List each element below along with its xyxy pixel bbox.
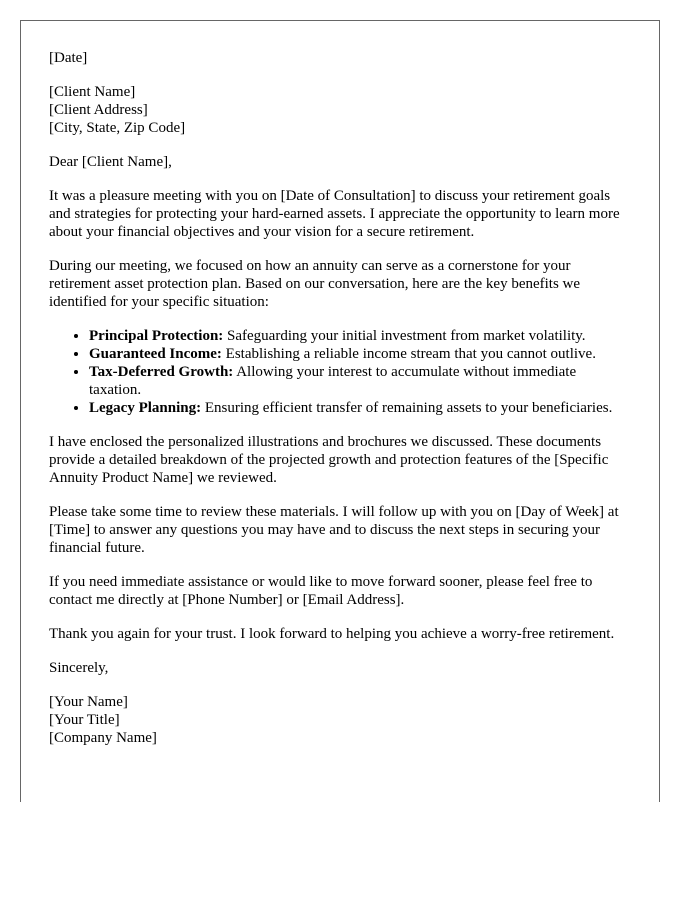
- paragraph-assistance: If you need immediate assistance or would like to move forward sooner, please feel free to contact me directly at [Phone Number] or [Email Address].: [49, 574, 593, 608]
- benefit-title: Tax-Deferred Growth:: [89, 364, 234, 380]
- signature-name: [Your Name]: [49, 694, 128, 710]
- benefit-item: [89, 363, 631, 399]
- benefit-title: Legacy Planning:: [89, 400, 202, 416]
- benefit-item: [89, 399, 631, 417]
- salutation: Dear [Client Name],: [49, 154, 172, 170]
- recipient-city-state-zip: [City, State, Zip Code]: [49, 120, 186, 136]
- recipient-address: [Client Address]: [49, 102, 148, 118]
- benefit-item: [89, 345, 631, 363]
- recipient-name: [Client Name]: [49, 84, 136, 100]
- benefits-list: [49, 327, 631, 417]
- paragraph-meeting: During our meeting, we focused on how an annuity can serve as a cornerstone for your retirement asset protection plan. Based on our conversation, here are the key benefits we identified for your specific situation:: [49, 258, 581, 310]
- signature-title: [Your Title]: [49, 712, 120, 728]
- paragraph-thanks: Thank you again for your trust. I look forward to helping you achieve a worry-free retirement.: [49, 626, 615, 642]
- benefit-item: [89, 327, 631, 345]
- benefit-text: Safeguarding your initial investment from market volatility.: [223, 328, 586, 344]
- paragraph-followup: Please take some time to review these materials. I will follow up with you on [Day of Week] at [Time] to answer any questions you may have and to discuss the next steps in securing your financial future.: [49, 504, 619, 556]
- paragraph-enclosed: I have enclosed the personalized illustrations and brochures we discussed. These documents provide a detailed breakdown of the projected growth and protection features of the [Specific Annuity Product Name] we reviewed.: [49, 434, 609, 486]
- benefit-text: Allowing your interest to accumulate without immediate taxation.: [89, 364, 577, 398]
- benefit-text: Establishing a reliable income stream that you cannot outlive.: [221, 346, 596, 362]
- paragraph-intro: It was a pleasure meeting with you on [Date of Consultation] to discuss your retirement goals and strategies for protecting your hard-earned assets. I appreciate the opportunity to learn more about your financial objectives and your vision for a secure retirement.: [49, 188, 620, 240]
- benefit-title: Principal Protection:: [89, 328, 224, 344]
- recipient-address-block: [49, 83, 631, 137]
- signature-block: [49, 693, 631, 747]
- signature-company: [Company Name]: [49, 730, 157, 746]
- benefit-title: Guaranteed Income:: [89, 346, 222, 362]
- benefit-text: Ensuring efficient transfer of remaining assets to your beneficiaries.: [201, 400, 613, 416]
- letter-date: [Date]: [49, 50, 88, 66]
- letter-page: [20, 20, 660, 802]
- closing: Sincerely,: [49, 660, 109, 676]
